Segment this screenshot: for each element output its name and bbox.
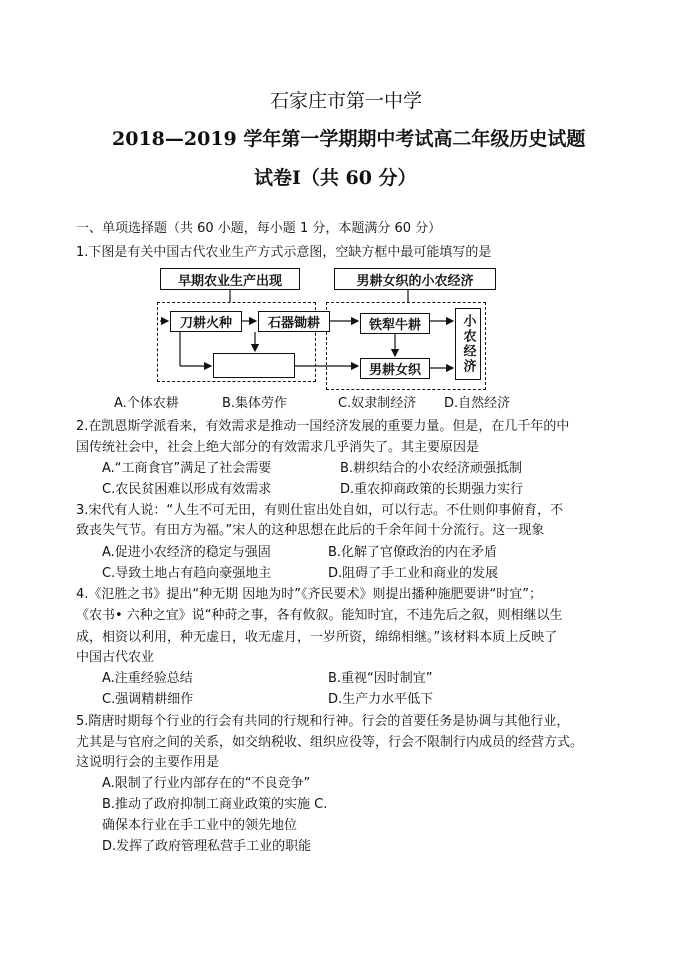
diagram-box-iron-plough: 铁犁牛耕	[360, 313, 430, 334]
q2-option-d: D.重农抑商政策的长期强力实行	[340, 482, 524, 497]
question-3-stem-line-2: 致丧失气节。有田方为福。”宋人的这种思想在此后的千余年间十分流行。这一现象	[76, 523, 545, 538]
q4-option-a: A.注重经验总结	[102, 671, 193, 686]
q5-option-b: B.推动了政府抑制工商业政策的实施 C.	[102, 797, 328, 812]
diagram-box-smallholder: 小农经济	[455, 308, 481, 380]
question-1-stem: 1.下图是有关中国古代农业生产方式示意图，空缺方框中最可能填写的是	[76, 245, 492, 260]
q3-option-a: A.促进小农经济的稳定与强固	[102, 545, 271, 560]
q1-option-a: A.个体农耕	[114, 396, 179, 411]
exam-title: 2018—2019 学年第一学期期中考试高二年级历史试题	[112, 128, 586, 150]
diagram-label-smallholder-economy: 男耕女织的小农经济	[334, 268, 496, 290]
question-4-stem-line-4: 中国古代农业	[76, 650, 155, 665]
question-2-stem-line-2: 国传统社会中，社会上绝大部分的有效需求几乎消失了。其主要原因是	[76, 440, 480, 455]
question-5-stem-line-2: 尤其是与官府之间的关系，如交纳税收、组织应役等，行会不限制行内成员的经营方式。	[76, 735, 584, 750]
question-5-stem-line-1: 5.隋唐时期每个行业的行会有共同的行规和行神。行会的首要任务是协调与其他行业，	[76, 714, 570, 729]
question-4-stem-line-2: 《农书• 六种之宜》说“种莳之事，各有攸叙。能知时宜，不违先后之叙，则相继以生	[76, 608, 563, 623]
question-3-stem-line-1: 3.宋代有人说：“人生不可无田，有则仕宦出处自如，可以行志。不仕则仰事俯育，不	[76, 503, 564, 518]
q3-option-c: C.导致土地占有趋向豪强地主	[102, 566, 272, 581]
q1-option-c: C.奴隶制经济	[338, 396, 417, 411]
q3-option-d: D.阻碍了手工业和商业的发展	[328, 566, 499, 581]
question-4-stem-line-3: 成，相资以利用，种无虚日，收无虚月，一岁所资，绵绵相继。”该材料本质上反映了	[76, 630, 558, 645]
question-4-stem-line-1: 4.《氾胜之书》提出“种无期 因地为时”《齐民要术》则提出播种施肥要讲“时宜”；	[76, 587, 542, 602]
question-5-stem-line-3: 这说明行会的主要作用是	[76, 755, 220, 770]
diagram-box-slash-and-burn: 刀耕火种	[170, 311, 242, 332]
diagram-label-early-agriculture: 早期农业生产出现	[160, 268, 300, 290]
q2-option-b: B.耕织结合的小农经济顽强抵制	[340, 461, 523, 476]
q4-option-d: D.生产力水平低下	[328, 692, 434, 707]
q1-option-d: D.自然经济	[444, 396, 511, 411]
diagram-box-men-farm-women-weave: 男耕女织	[360, 358, 430, 379]
q4-option-c: C.强调精耕细作	[102, 692, 194, 707]
q2-option-c: C.农民贫困难以形成有效需求	[102, 482, 272, 497]
q3-option-b: B.化解了官僚政治的内在矛盾	[328, 545, 498, 560]
q2-option-a: A.“工商食官”满足了社会需要	[102, 461, 272, 476]
section-heading: 一、单项选择题（共 60 小题，每小题 1 分，本题满分 60 分）	[76, 221, 442, 236]
q4-option-b: B.重视“因时制宜”	[328, 671, 433, 686]
question-2-stem-line-1: 2.在凯恩斯学派看来，有效需求是推动一国经济发展的重要力量。但是，在几千年的中	[76, 419, 570, 434]
q5-option-d: D.发挥了政府管理私营手工业的职能	[102, 839, 312, 854]
q1-option-b: B.集体劳作	[222, 396, 288, 411]
school-name: 石家庄市第一中学	[270, 90, 423, 112]
q5-option-a: A.限制了行业内部存在的“不良竞争”	[102, 776, 311, 791]
diagram-arrows	[0, 0, 688, 420]
q5-option-c: 确保本行业在手工业中的领先地位	[102, 818, 298, 833]
diagram-box-stone-hoe: 石器锄耕	[258, 311, 330, 332]
paper-title: 试卷Ⅰ（共 60 分）	[254, 167, 417, 189]
